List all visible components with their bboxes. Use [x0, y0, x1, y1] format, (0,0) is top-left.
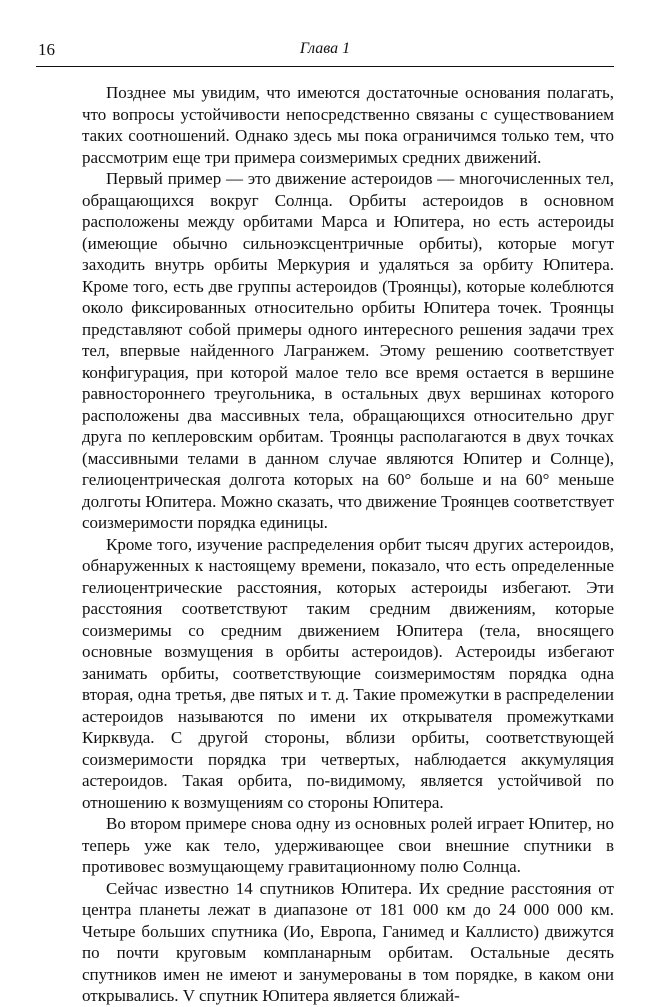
header-rule [36, 66, 614, 67]
paragraph-jupiter-satellites: Сейчас известно 14 спутников Юпитера. Их средние расстояния от центра планеты лежат в диапазоне от 181 000 км до 24 000 000 км. Четыре больших спутника (Ио, Европа, Ганимед и Каллисто) движутся по почти круговым компланарным орбитам. Остальные десять спутников имен не имеют и занумерованы в том порядке, в каком они открывались. V спутник Юпитера является ближай- [82, 878, 614, 1005]
page-header [36, 38, 614, 66]
page-body [82, 82, 614, 1007]
chapter-title: Глава 1 [299, 40, 351, 57]
paragraph-intro: Позднее мы увидим, что имеются достаточные основания полагать, что вопросы устойчивости непосредственно связаны с существованием таких соотношений. Однако здесь мы пока ограничимся только тем, что рассмотрим еще три примера соизмеримых средних движений. [82, 83, 614, 167]
paragraph-kirkwood-gaps: Кроме того, изучение распределения орбит тысяч других астероидов, обнаруженных к настоящему времени, показало, что есть определенные гелиоцентрические расстояния, которых астероиды избегают. Эти расстояния соответствуют таким средним движениям, которые соизмеримы со средним движением Юпитера (тела, вносящего основные возмущения в орбиты астероидов). Астероиды избегают занимать орбиты, соответствующие соизмеримостям порядка одна вторая, одна третья, две пятых и т. д. Такие промежутки в распределении астероидов называются по имени их открывателя промежутками Кирквуда. С другой стороны, вблизи орбиты, соответствующей соизмеримости порядка три четвертых, наблюдается аккумуляция астероидов. Такая орбита, по-видимому, является устойчивой по отношению к возмущениям со стороны Юпитера. [82, 534, 614, 812]
page-number: 16 [38, 40, 55, 59]
paragraph-asteroids: Первый пример — это движение астероидов — многочисленных тел, обращающихся вокруг Солнца. Орбиты астероидов в основном расположены между орбитами Марса и Юпитера, но есть астероиды (имеющие обычно сильноэксцентричные орбиты), которые могут заходить внутрь орбиты Меркурия и удаляться за орбиту Юпитера. Кроме того, есть две группы астероидов (Троянцы), которые колеблются около фиксированных относительно орбиты Юпитера точек. Троянцы представляют собой примеры одного интересного решения задачи трех тел, впервые найденного Лагранжем. Этому решению соответствует конфигурация, при которой малое тело все время остается в вершине равностороннего треугольника, в остальных двух вершинах которого расположены два массивных тела, обращающихся относительно друг друга по кеплеровским орбитам. Троянцы располагаются в двух точках (массивными телами в данном случае являются Юпитер и Солнце), гелиоцентрическая долгота которых на 60° больше и на 60° меньше долготы Юпитера. Можно сказать, что движение Троянцев соответствует соизмеримости порядка единицы. [82, 169, 614, 532]
paragraph-jupiter-satellites-intro: Во втором примере снова одну из основных ролей играет Юпитер, но теперь уже как тело, удерживающее свои внешние спутники в противовес возмущающему гравитационному полю Солнца. [82, 814, 614, 876]
